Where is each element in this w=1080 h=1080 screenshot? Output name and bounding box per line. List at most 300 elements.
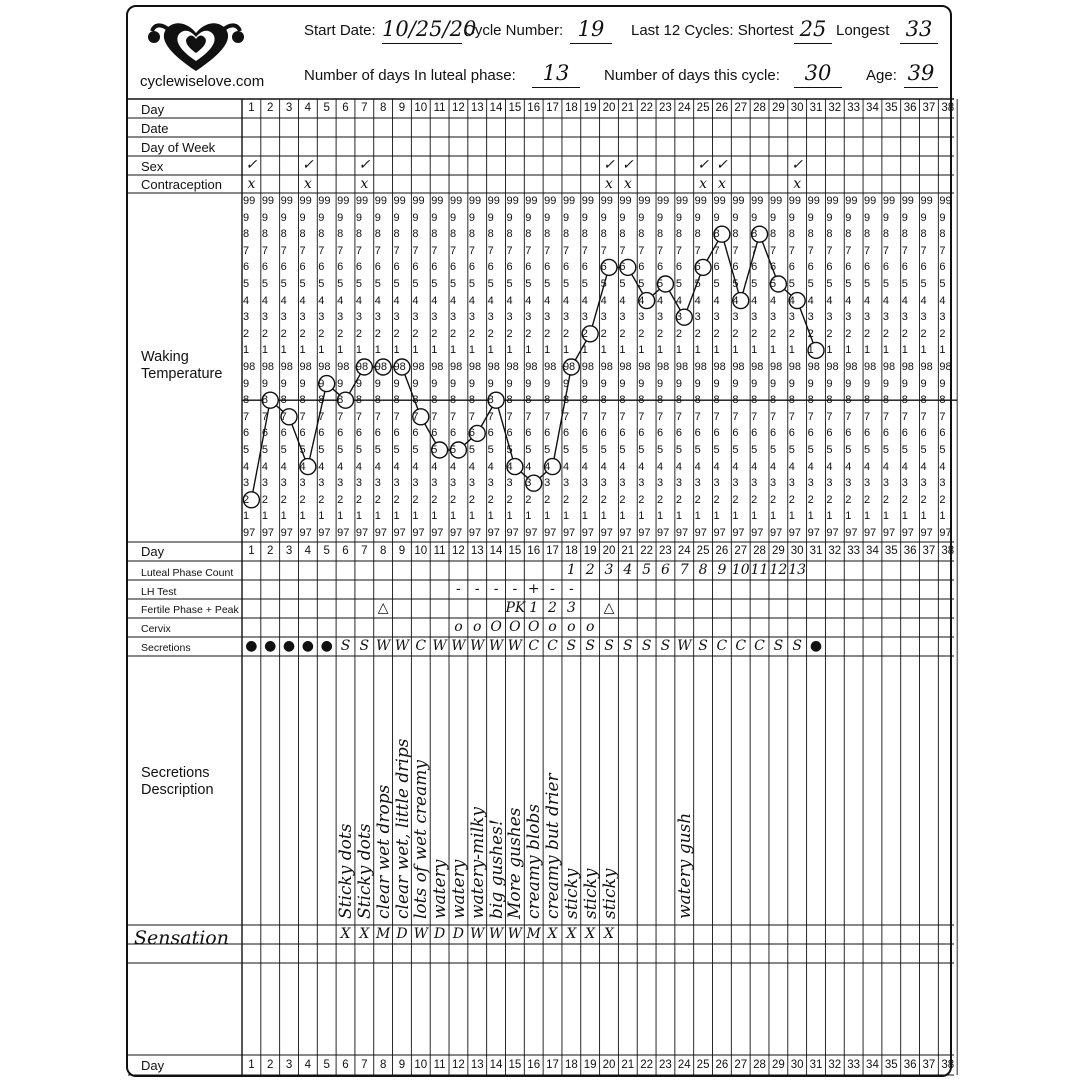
temp-scale-digit: 5	[920, 278, 927, 290]
temp-scale-digit: 8	[939, 394, 946, 407]
secretion-cell: W	[451, 638, 466, 654]
temp-scale-digit: 6	[337, 261, 344, 274]
temp-scale-digit: 1	[393, 510, 400, 523]
temp-scale-digit: 1	[882, 510, 889, 523]
temp-scale-digit: 1	[280, 510, 287, 523]
temp-scale-digit: 9	[769, 211, 777, 224]
temp-scale-digit: 5	[882, 278, 889, 290]
secretion-cell: S	[641, 638, 652, 654]
temp-scale-digit: 9	[638, 211, 645, 224]
day-number: 22	[640, 102, 654, 114]
temp-scale-digit: 8	[431, 394, 438, 407]
temp-scale-digit: 97	[882, 527, 896, 539]
temp-scale-digit: 6	[450, 261, 457, 274]
temp-scale-digit: 6	[487, 261, 494, 274]
day-number: 31	[809, 1059, 823, 1071]
luteal-count-cell: 5	[642, 562, 652, 578]
lh-test-cell: -	[568, 581, 574, 597]
temp-scale-digit: 3	[393, 311, 400, 324]
temp-scale-digit: 9	[374, 377, 381, 390]
temp-scale-digit: 9	[600, 377, 607, 390]
temp-scale-digit: 97	[694, 527, 707, 539]
temp-scale-digit: 4	[657, 460, 664, 473]
temp-scale-digit: 5	[299, 278, 306, 290]
temp-scale-digit: 6	[355, 427, 363, 440]
temp-scale-digit: 99	[581, 195, 594, 207]
temp-scale-digit: 98	[337, 361, 350, 373]
temp-scale-digit: 3	[280, 311, 287, 324]
temp-scale-digit: 7	[299, 410, 306, 423]
temp-scale-digit: 8	[826, 228, 833, 241]
temp-scale-digit: 8	[751, 394, 758, 407]
temp-scale-digit: 1	[525, 510, 532, 523]
temp-scale-digit: 2	[318, 493, 325, 506]
temp-scale-digit: 6	[299, 427, 306, 440]
day-number: 18	[564, 1059, 578, 1071]
temp-scale-digit: 99	[431, 195, 444, 207]
temp-scale-digit: 6	[845, 427, 852, 440]
day-number: 34	[866, 545, 879, 557]
temp-scale-digit: 1	[845, 510, 852, 523]
temp-scale-digit: 9	[261, 211, 268, 224]
temp-scale-digit: 7	[581, 244, 588, 257]
temp-scale-digit: 7	[826, 244, 833, 257]
temp-scale-digit: 2	[431, 493, 438, 506]
fertile-cell: PK	[505, 600, 526, 616]
temp-scale-digit: 9	[431, 211, 438, 224]
temp-scale-digit: 2	[882, 493, 889, 506]
temp-scale-digit: 9	[845, 377, 852, 390]
temp-scale-digit: 98	[675, 361, 689, 373]
temp-scale-digit: 98	[487, 361, 500, 373]
temp-scale-digit: 4	[600, 460, 607, 473]
temp-scale-digit: 9	[355, 377, 363, 390]
day-number: 24	[677, 1059, 691, 1071]
temp-scale-digit: 3	[450, 311, 457, 324]
temp-scale-digit: 3	[901, 311, 908, 324]
temp-scale-digit: 8	[299, 228, 306, 241]
temp-scale-digit: 3	[412, 477, 419, 490]
day-number: 2	[267, 1059, 274, 1071]
temp-scale-digit: 5	[600, 444, 607, 456]
temp-scale-digit: 9	[732, 377, 739, 390]
day-number: 18	[564, 102, 578, 114]
lh-test-cell: -	[493, 581, 499, 597]
temp-scale-digit: 5	[807, 444, 814, 456]
temp-scale-digit: 1	[487, 510, 494, 523]
site-url: cyclewiselove.com	[140, 73, 265, 90]
temp-scale-digit: 4	[525, 294, 532, 307]
temp-scale-digit: 3	[299, 311, 306, 324]
temp-scale-digit: 99	[638, 195, 651, 207]
temp-scale-digit: 99	[337, 195, 350, 207]
temp-scale-digit: 9	[450, 211, 457, 224]
temp-scale-digit: 9	[525, 377, 532, 390]
sensation-cell: M	[526, 926, 541, 942]
temp-scale-digit: 5	[939, 278, 946, 290]
secretion-description-text: clear wet drops	[373, 784, 394, 919]
temp-scale-digit: 7	[600, 244, 607, 257]
temp-scale-digit: 5	[243, 278, 250, 290]
temp-scale-digit: 9	[581, 377, 588, 390]
temp-scale-digit: 7	[280, 244, 287, 257]
temp-scale-digit: 2	[393, 327, 400, 340]
day-number: 20	[602, 1059, 616, 1071]
row-label-date: Date	[141, 121, 169, 136]
day-number: 33	[847, 1059, 861, 1071]
temp-scale-digit: 1	[600, 344, 607, 357]
temp-scale-digit: 1	[901, 510, 908, 523]
day-number: 2	[267, 102, 274, 114]
day-number: 2	[267, 545, 274, 557]
temp-scale-digit: 99	[657, 195, 670, 207]
temp-scale-digit: 8	[675, 228, 682, 241]
temp-scale-digit: 3	[901, 477, 908, 490]
temp-scale-digit: 2	[675, 493, 682, 506]
temp-scale-digit: 5	[638, 278, 645, 290]
temp-scale-digit: 6	[280, 261, 287, 274]
temp-scale-digit: 7	[939, 244, 946, 257]
temp-scale-digit: 4	[450, 294, 457, 307]
secretion-cell: W	[375, 638, 391, 654]
temp-scale-digit: 97	[638, 527, 651, 539]
temp-scale-digit: 2	[412, 493, 419, 506]
temp-scale-digit: 8	[882, 394, 889, 407]
day-number: 10	[414, 102, 428, 114]
row-label-luteal-count: Luteal Phase Count	[141, 567, 234, 579]
temp-scale-digit: 6	[243, 261, 250, 274]
temp-scale-digit: 1	[769, 344, 777, 357]
temp-scale-digit: 6	[261, 427, 268, 440]
temp-scale-digit: 1	[318, 344, 325, 357]
day-number: 33	[847, 102, 861, 114]
temp-scale-digit: 5	[657, 444, 664, 456]
temp-scale-digit: 97	[544, 527, 557, 539]
temp-scale-digit: 7	[732, 244, 739, 257]
temp-scale-digit: 1	[694, 344, 701, 357]
temp-scale-digit: 98	[901, 361, 914, 373]
sensation-cell: X	[566, 926, 577, 942]
temp-scale-digit: 5	[468, 278, 475, 290]
temp-scale-digit: 1	[864, 344, 871, 357]
temp-scale-digit: 9	[619, 377, 626, 390]
temp-scale-digit: 3	[939, 477, 946, 490]
temp-scale-digit: 2	[600, 327, 607, 340]
temp-scale-digit: 98	[506, 361, 519, 373]
temp-scale-digit: 8	[544, 394, 551, 407]
temp-scale-digit: 3	[619, 311, 626, 324]
luteal-count-cell: 6	[660, 562, 670, 578]
temp-scale-digit: 5	[864, 278, 871, 290]
temp-scale-digit: 2	[450, 327, 457, 340]
temp-scale-digit: 1	[431, 344, 438, 357]
temp-scale-digit: 6	[299, 261, 306, 274]
temp-scale-digit: 2	[882, 327, 889, 340]
day-number: 37	[922, 1059, 936, 1071]
temp-scale-digit: 3	[243, 311, 250, 324]
day-number: 19	[583, 102, 597, 114]
temp-scale-digit: 4	[751, 460, 758, 473]
temp-scale-digit: 7	[355, 244, 363, 257]
luteal-count-cell: 9	[717, 562, 727, 578]
day-number: 38	[941, 545, 955, 557]
temp-scale-digit: 97	[807, 527, 820, 539]
cycle-number-value: 19	[577, 17, 605, 41]
secretion-cell: C	[547, 638, 558, 654]
contraception-mark: x	[360, 176, 369, 192]
temp-scale-digit: 97	[713, 527, 726, 539]
temp-scale-digit: 98	[431, 361, 444, 373]
temp-scale-digit: 9	[845, 211, 852, 224]
temp-scale-digit: 99	[845, 195, 858, 207]
day-number: 37	[922, 545, 936, 557]
luteal-days-label: Number of days In luteal phase:	[304, 67, 516, 84]
temp-scale-digit: 1	[261, 344, 268, 357]
temp-scale-digit: 5	[788, 278, 795, 290]
temp-scale-digit: 5	[581, 444, 588, 456]
temp-scale-digit: 3	[769, 311, 777, 324]
temp-scale-digit: 6	[318, 261, 325, 274]
temp-scale-digit: 2	[562, 327, 570, 340]
day-number: 16	[527, 1059, 541, 1071]
temp-scale-digit: 2	[280, 493, 287, 506]
temp-scale-digit: 3	[412, 311, 419, 324]
temp-scale-digit: 6	[751, 261, 758, 274]
secretion-cell: C	[415, 638, 427, 654]
temp-scale-digit: 5	[657, 278, 664, 290]
temp-scale-digit: 2	[769, 327, 777, 340]
temp-scale-digit: 9	[468, 211, 475, 224]
temp-scale-digit: 5	[468, 444, 475, 456]
temp-scale-digit: 8	[751, 228, 758, 241]
temp-scale-digit: 3	[506, 311, 513, 324]
row-label-cervix: Cervix	[141, 623, 171, 635]
temp-scale-digit: 3	[468, 477, 475, 490]
temp-scale-digit: 97	[901, 527, 914, 539]
temp-scale-digit: 8	[243, 394, 250, 407]
contraception-mark: x	[623, 176, 632, 192]
temp-scale-digit: 99	[619, 195, 632, 207]
temp-scale-digit: 9	[243, 211, 250, 224]
temp-scale-digit: 8	[374, 228, 381, 241]
temp-scale-digit: 5	[751, 278, 758, 290]
temp-scale-digit: 98	[600, 361, 613, 373]
temp-scale-digit: 6	[807, 261, 814, 274]
day-number: 7	[361, 545, 368, 557]
day-number: 1	[248, 1059, 255, 1071]
temp-scale-digit: 3	[694, 311, 701, 324]
temp-scale-digit: 98	[355, 361, 369, 373]
temp-scale-digit: 2	[638, 493, 645, 506]
temp-scale-digit: 3	[337, 477, 344, 490]
temp-scale-digit: 4	[939, 294, 946, 307]
temp-scale-digit: 1	[807, 344, 814, 357]
temp-scale-digit: 1	[939, 344, 946, 357]
temp-scale-digit: 2	[619, 327, 626, 340]
day-number: 14	[489, 1059, 503, 1071]
temp-scale-digit: 2	[355, 493, 363, 506]
temp-scale-digit: 6	[826, 261, 833, 274]
temp-scale-digit: 6	[468, 261, 475, 274]
day-number: 28	[753, 545, 766, 557]
temp-scale-digit: 7	[525, 244, 532, 257]
temp-scale-digit: 2	[355, 327, 363, 340]
secretion-description-text: Sticky dots	[354, 823, 375, 919]
temp-scale-digit: 2	[581, 493, 588, 506]
temp-scale-digit: 7	[694, 410, 701, 423]
day-number: 22	[640, 1059, 654, 1071]
temp-scale-digit: 99	[732, 195, 745, 207]
temp-scale-digit: 3	[355, 477, 363, 490]
day-number: 5	[323, 102, 330, 114]
temp-scale-digit: 7	[657, 410, 664, 423]
temp-scale-digit: 97	[864, 527, 877, 539]
temp-scale-digit: 3	[882, 311, 889, 324]
secretion-description-text: creamy blobs	[524, 803, 545, 919]
temp-scale-digit: 8	[318, 228, 325, 241]
temp-scale-digit: 3	[487, 477, 494, 490]
temp-scale-digit: 5	[732, 278, 739, 290]
temp-scale-digit: 8	[581, 228, 588, 241]
sensation-cell: D	[396, 926, 408, 942]
temp-scale-digit: 6	[864, 427, 871, 440]
cervix-cell: o	[567, 619, 576, 635]
temp-scale-digit: 98	[243, 361, 256, 373]
temp-scale-digit: 9	[939, 211, 946, 224]
temp-scale-digit: 9	[807, 211, 814, 224]
secretion-cell: S	[340, 638, 351, 654]
age-value: 39	[907, 61, 935, 85]
temp-scale-digit: 3	[243, 477, 250, 490]
temp-scale-digit: 3	[431, 311, 438, 324]
temp-scale-digit: 5	[882, 444, 889, 456]
temp-scale-digit: 6	[431, 261, 438, 274]
temp-scale-digit: 3	[807, 477, 814, 490]
temp-scale-digit: 97	[657, 527, 670, 539]
temp-scale-digit: 9	[337, 377, 344, 390]
temp-scale-digit: 5	[318, 444, 325, 456]
temp-scale-digit: 98	[581, 361, 594, 373]
temp-scale-digit: 2	[939, 493, 946, 506]
day-number: 24	[677, 545, 691, 557]
temp-scale-digit: 2	[243, 493, 250, 506]
temp-scale-digit: 4	[299, 460, 306, 473]
temp-scale-digit: 5	[807, 278, 814, 290]
temp-scale-digit: 3	[864, 477, 871, 490]
temp-scale-digit: 8	[732, 228, 739, 241]
temp-scale-digit: 9	[638, 377, 645, 390]
temp-scale-digit: 9	[487, 211, 494, 224]
temp-scale-digit: 6	[412, 261, 419, 274]
temp-scale-digit: 99	[299, 195, 312, 207]
temp-scale-digit: 2	[769, 493, 777, 506]
day-number: 27	[734, 102, 748, 114]
temp-scale-digit: 4	[619, 460, 626, 473]
temp-scale-digit: 1	[487, 344, 494, 357]
temp-scale-digit: 99	[544, 195, 557, 207]
temp-scale-digit: 3	[450, 477, 457, 490]
temp-scale-digit: 9	[487, 377, 494, 390]
temp-scale-digit: 3	[562, 311, 570, 324]
temp-scale-digit: 4	[261, 294, 268, 307]
temp-scale-digit: 6	[581, 261, 588, 274]
temp-scale-digit: 4	[280, 460, 287, 473]
temp-scale-digit: 5	[920, 444, 927, 456]
temp-scale-digit: 98	[544, 361, 557, 373]
temp-scale-digit: 5	[619, 444, 626, 456]
contraception-mark: x	[699, 176, 708, 192]
temp-scale-digit: 3	[581, 477, 588, 490]
temp-scale-digit: 99	[562, 195, 576, 207]
temp-scale-digit: 97	[826, 527, 839, 539]
day-number: 29	[771, 1059, 785, 1071]
temp-scale-digit: 2	[807, 493, 814, 506]
temp-scale-digit: 4	[562, 460, 570, 473]
temp-scale-digit: 2	[468, 493, 475, 506]
temp-scale-digit: 4	[675, 460, 682, 473]
temp-scale-digit: 6	[939, 427, 946, 440]
temp-scale-digit: 6	[657, 427, 664, 440]
temp-scale-digit: 4	[243, 294, 250, 307]
temp-scale-digit: 6	[318, 427, 325, 440]
temp-scale-digit: 9	[713, 211, 720, 224]
secretion-cell: W	[432, 638, 447, 654]
secretion-cell: ●	[320, 638, 333, 654]
temp-scale-digit: 6	[675, 261, 682, 274]
age-label: Age:	[866, 67, 897, 84]
temp-scale-digit: 9	[694, 211, 701, 224]
temp-scale-digit: 1	[826, 510, 833, 523]
temp-scale-digit: 6	[600, 427, 607, 440]
temp-scale-digit: 1	[675, 344, 682, 357]
day-number: 3	[285, 545, 293, 557]
temp-scale-digit: 7	[243, 410, 250, 423]
temp-scale-digit: 7	[769, 410, 777, 423]
day-number: 4	[304, 545, 312, 557]
temp-scale-digit: 2	[788, 327, 795, 340]
secretion-cell: W	[488, 638, 504, 654]
temp-scale-digit: 8	[261, 228, 268, 241]
temp-scale-digit: 6	[638, 261, 645, 274]
temp-scale-digit: 6	[487, 427, 494, 440]
temp-scale-digit: 4	[920, 294, 927, 307]
contraception-mark: x	[605, 176, 613, 192]
temp-scale-digit: 5	[864, 444, 871, 456]
temp-scale-digit: 8	[393, 228, 400, 241]
temp-scale-digit: 5	[845, 278, 852, 290]
temp-scale-digit: 6	[619, 261, 626, 274]
temp-scale-digit: 6	[431, 427, 438, 440]
temp-scale-digit: 8	[939, 228, 946, 241]
temp-scale-digit: 1	[337, 510, 344, 523]
temp-scale-digit: 7	[337, 244, 344, 257]
temp-scale-digit: 4	[450, 460, 457, 473]
temp-scale-digit: 97	[769, 527, 783, 539]
temp-scale-digit: 5	[826, 278, 833, 290]
temp-scale-digit: 2	[638, 327, 645, 340]
temp-scale-digit: 7	[638, 410, 645, 423]
temp-scale-digit: 6	[393, 261, 400, 274]
temp-scale-digit: 4	[355, 294, 363, 307]
temp-scale-digit: 2	[544, 327, 551, 340]
temp-scale-digit: 5	[845, 444, 852, 456]
temp-scale-digit: 6	[412, 427, 419, 440]
temp-scale-digit: 2	[318, 327, 325, 340]
temp-scale-digit: 7	[901, 244, 908, 257]
temp-scale-digit: 7	[826, 410, 833, 423]
temp-scale-digit: 6	[261, 261, 268, 274]
temp-scale-digit: 4	[807, 460, 814, 473]
